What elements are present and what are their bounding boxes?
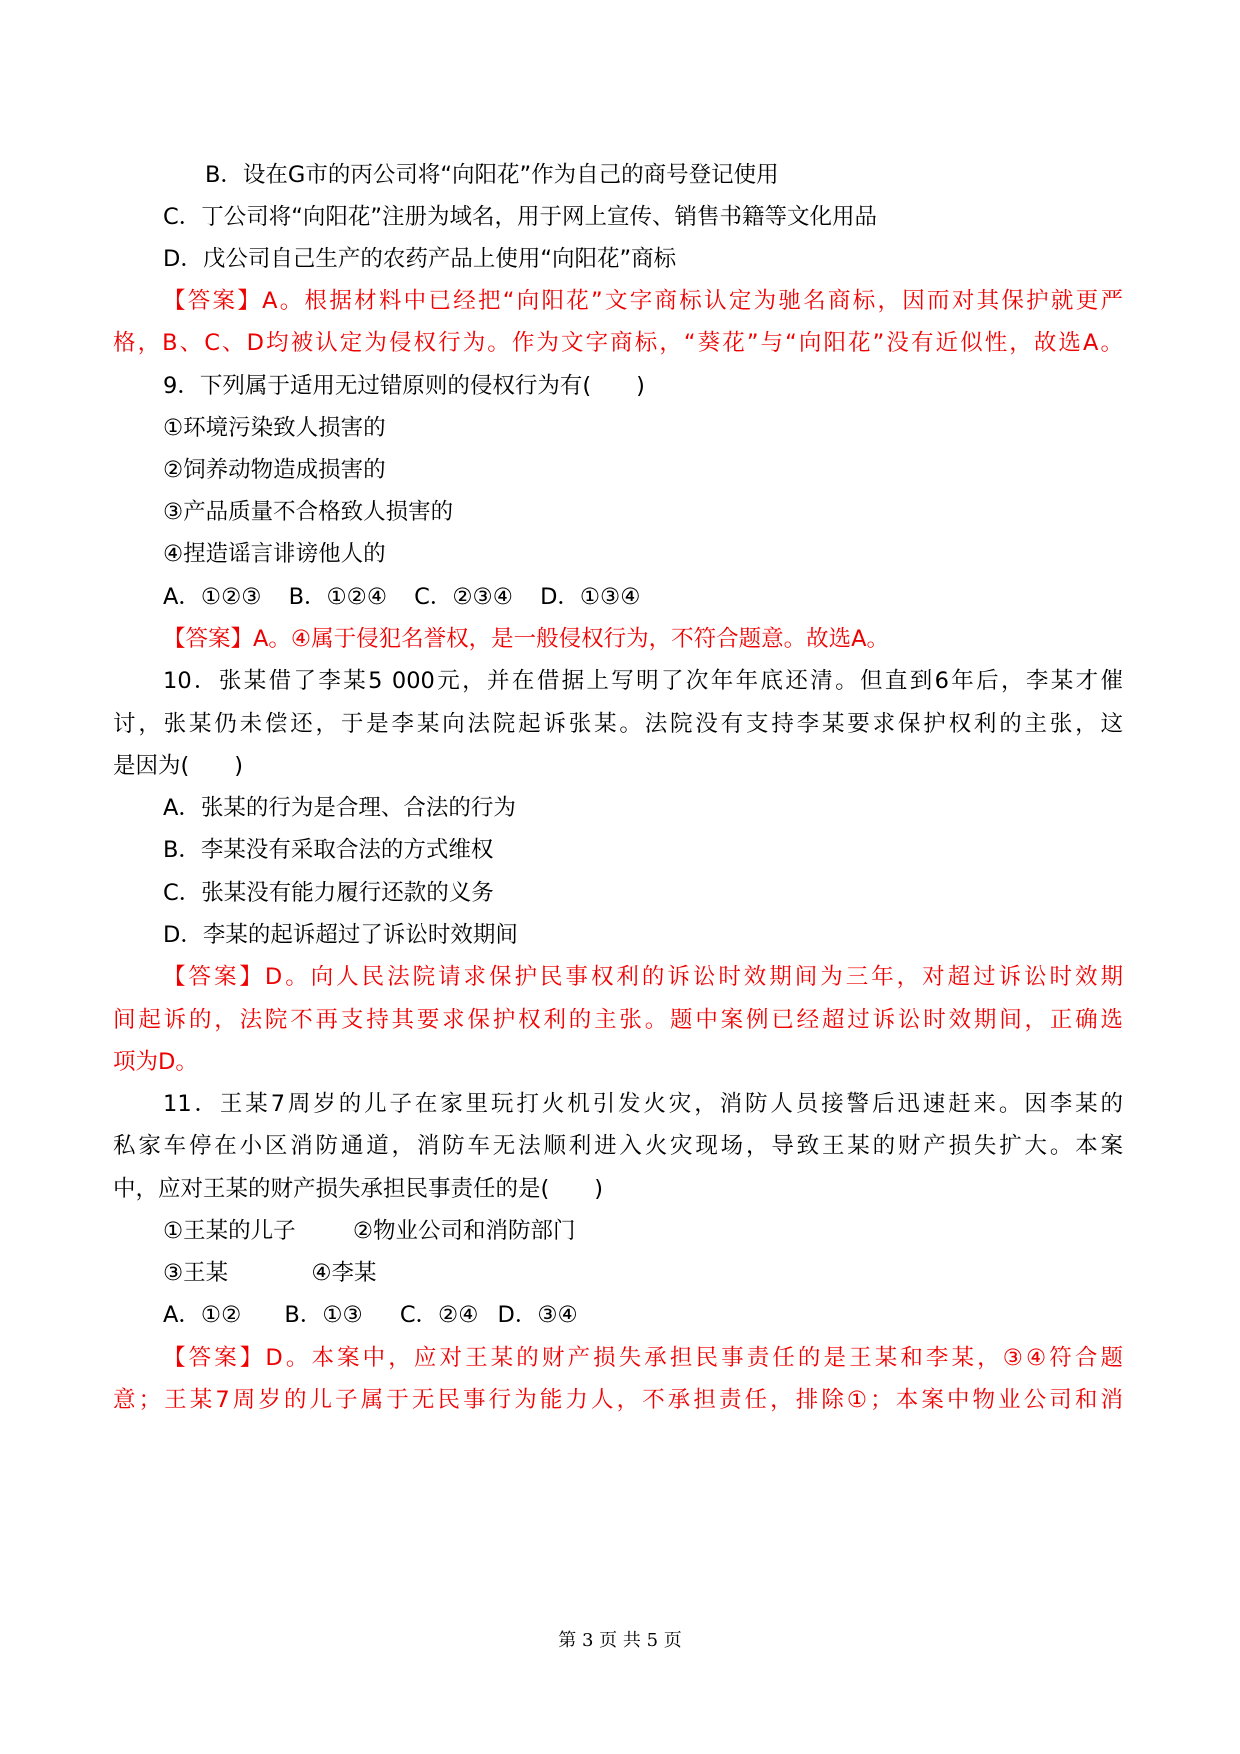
q10-option-b: B．李某没有采取合法的方式维权 bbox=[163, 837, 494, 863]
q10-stem-line-3: 是因为( ) bbox=[113, 753, 244, 779]
q8-answer-line-2: 格，B、C、D均被认定为侵权行为。作为文字商标，“葵花”与“向阳花”没有近似性，故选A。 bbox=[113, 330, 1123, 356]
q11-choice-a: A．①② bbox=[163, 1302, 242, 1328]
q11-items-row-1 bbox=[163, 1216, 576, 1246]
q11-choice-c: C．②④ bbox=[399, 1302, 479, 1328]
q9-choice-c: C．②③④ bbox=[414, 584, 513, 610]
q10-answer-line-1: 【答案】D。向人民法院请求保护民事权利的诉讼时效期间为三年，对超过诉讼时效期 bbox=[163, 964, 1123, 990]
q11-answer-line-2: 意；王某7周岁的儿子属于无民事行为能力人，不承担责任，排除①；本案中物业公司和消 bbox=[113, 1387, 1123, 1413]
q11-item-4: ④李某 bbox=[311, 1260, 377, 1286]
q9-choices bbox=[163, 582, 640, 612]
q11-choice-d: D．③④ bbox=[497, 1302, 578, 1328]
q9-choice-b: B．①②④ bbox=[288, 584, 388, 610]
q9-choice-a: A．①②③ bbox=[163, 584, 262, 610]
q8-option-b: B．设在G市的丙公司将“向阳花”作为自己的商号登记使用 bbox=[205, 162, 779, 188]
q10-answer-line-3: 项为D。 bbox=[113, 1049, 198, 1075]
q10-answer-line-2: 间起诉的，法院不再支持其要求保护权利的主张。题中案例已经超过诉讼时效期间，正确选 bbox=[113, 1007, 1123, 1033]
q11-answer-line-1: 【答案】D。本案中，应对王某的财产损失承担民事责任的是王某和李某，③④符合题 bbox=[163, 1345, 1123, 1371]
q8-option-c: C．丁公司将“向阳花”注册为域名，用于网上宣传、销售书籍等文化用品 bbox=[163, 204, 878, 230]
q9-choice-d: D．①③④ bbox=[540, 584, 641, 610]
q11-stem-line-1: 11．王某7周岁的儿子在家里玩打火机引发火灾，消防人员接警后迅速赶来。因李某的 bbox=[163, 1091, 1123, 1117]
q9-item-4: ④捏造谣言诽谤他人的 bbox=[163, 541, 386, 567]
q9-item-1: ①环境污染致人损害的 bbox=[163, 415, 386, 441]
q10-stem-line-1: 10．张某借了李某5 000元，并在借据上写明了次年年底还清。但直到6年后，李某才催 bbox=[163, 668, 1123, 694]
page-number-footer: 第 3 页 共 5 页 bbox=[558, 1630, 682, 1651]
q10-option-a: A．张某的行为是合理、合法的行为 bbox=[163, 795, 516, 821]
q11-stem-line-2: 私家车停在小区消防通道，消防车无法顺利进入火灾现场，导致王某的财产损失扩大。本案 bbox=[113, 1133, 1123, 1159]
q9-item-3: ③产品质量不合格致人损害的 bbox=[163, 499, 454, 525]
q11-choice-b: B．①③ bbox=[284, 1302, 363, 1328]
q11-choices bbox=[163, 1300, 578, 1330]
q8-option-d: D．戊公司自己生产的农药产品上使用“向阳花”商标 bbox=[163, 246, 677, 272]
q10-stem-line-2: 讨，张某仍未偿还，于是李某向法院起诉张某。法院没有支持李某要求保护权利的主张，这 bbox=[113, 711, 1123, 737]
q9-item-2: ②饲养动物造成损害的 bbox=[163, 457, 386, 483]
q9-stem: 9．下列属于适用无过错原则的侵权行为有( ) bbox=[163, 373, 645, 399]
q11-items-row-2 bbox=[163, 1258, 377, 1288]
q11-stem-line-3: 中，应对王某的财产损失承担民事责任的是( ) bbox=[113, 1176, 604, 1202]
q11-item-3: ③王某 bbox=[163, 1260, 229, 1286]
q8-answer-line-1: 【答案】A。根据材料中已经把“向阳花”文字商标认定为驰名商标，因而对其保护就更严 bbox=[163, 288, 1123, 314]
q11-item-2: ②物业公司和消防部门 bbox=[352, 1218, 576, 1244]
q10-option-c: C．张某没有能力履行还款的义务 bbox=[163, 880, 494, 906]
q9-answer: 【答案】A。④属于侵犯名誉权，是一般侵权行为，不符合题意。故选A。 bbox=[163, 626, 889, 652]
q10-option-d: D．李某的起诉超过了诉讼时效期间 bbox=[163, 922, 518, 948]
q11-item-1: ①王某的儿子 bbox=[163, 1218, 296, 1244]
